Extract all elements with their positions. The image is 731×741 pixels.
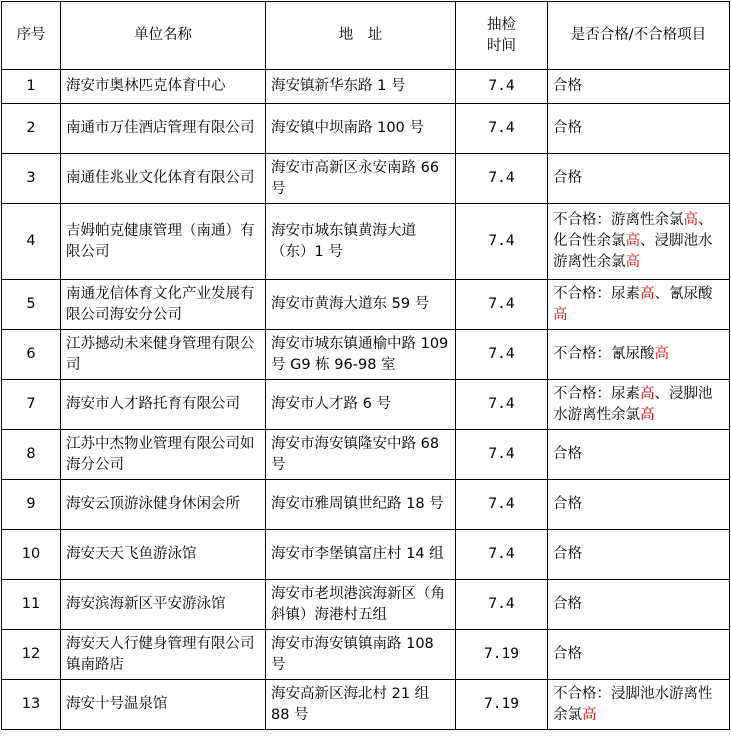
- table-row: [2, 380, 730, 430]
- inspection-result: [548, 70, 730, 104]
- unit-name: 海安市人才路托育有限公司: [61, 380, 266, 430]
- table-row: [2, 154, 730, 204]
- table-row: [2, 430, 730, 480]
- row-number: 6: [2, 330, 61, 380]
- unit-address: 海安市黄海大道东 59 号: [266, 280, 456, 330]
- unit-address: 海安镇新华东路 1 号: [266, 70, 456, 104]
- result-text: 合格: [553, 446, 582, 462]
- result-text: 不合格：尿素: [553, 285, 640, 302]
- high-flag: 高: [640, 285, 655, 302]
- unit-address: 海安市海安镇隆安中路 68 号: [266, 430, 456, 480]
- unit-address: 海安市城东镇通榆中路 109 号 G9 栋 96-98 室: [266, 330, 456, 380]
- row-number: 12: [2, 630, 61, 680]
- row-number: 2: [2, 104, 61, 154]
- inspection-result: [548, 530, 730, 580]
- table-row: [2, 104, 730, 154]
- unit-name: 吉姆帕克健康管理（南通）有限公司: [61, 204, 266, 280]
- inspection-time: 7.4: [456, 70, 548, 104]
- inspection-result: [548, 154, 730, 204]
- row-number: 5: [2, 280, 61, 330]
- unit-address: 海安市城东镇黄海大道（东）1 号: [266, 204, 456, 280]
- unit-name: 江苏中杰物业管理有限公司如海分公司: [61, 430, 266, 480]
- inspection-time: 7.4: [456, 104, 548, 154]
- unit-address: 海安市高新区永安南路 66 号: [266, 154, 456, 204]
- result-text: 、浸脚池水游离性余氯: [553, 385, 713, 423]
- high-flag: 高: [683, 212, 698, 228]
- unit-name: 江苏撼动未来健身管理有限公司: [61, 330, 266, 380]
- result-text: 不合格：尿素: [553, 385, 640, 402]
- header-name: 单位名称: [61, 2, 266, 70]
- result-text: 、浸脚池水游离性余氯: [553, 233, 713, 270]
- row-number: 13: [2, 680, 61, 730]
- row-number: 9: [2, 480, 61, 530]
- inspection-result: [548, 430, 730, 480]
- table-row: [2, 330, 730, 380]
- inspection-time: 7.4: [456, 280, 548, 330]
- unit-address: 海安镇中坝南路 100 号: [266, 104, 456, 154]
- table-row: [2, 530, 730, 580]
- table-row: [2, 680, 730, 730]
- high-flag: 高: [654, 346, 669, 362]
- row-number: 3: [2, 154, 61, 204]
- result-text: 合格: [553, 496, 582, 512]
- table-row: [2, 70, 730, 104]
- result-text: 合格: [553, 78, 582, 94]
- unit-address: 海安市人才路 6 号: [266, 380, 456, 430]
- header-no: 序号: [2, 2, 61, 70]
- table-row: [2, 204, 730, 280]
- unit-name: 南通佳兆业文化体育有限公司: [61, 154, 266, 204]
- high-flag: 高: [640, 406, 655, 423]
- header-result: 是否合格/不合格项目: [548, 2, 730, 70]
- high-flag: 高: [640, 385, 655, 402]
- inspection-result: [548, 480, 730, 530]
- table-row: [2, 580, 730, 630]
- high-flag: 高: [625, 233, 640, 249]
- inspection-time: 7.4: [456, 580, 548, 630]
- unit-name: 海安滨海新区平安游泳馆: [61, 580, 266, 630]
- row-number: 11: [2, 580, 61, 630]
- inspection-time: 7.4: [456, 154, 548, 204]
- high-flag: 高: [582, 706, 597, 723]
- table-row: [2, 480, 730, 530]
- result-text: 合格: [553, 170, 582, 186]
- inspection-result: [548, 580, 730, 630]
- inspection-time: 7.4: [456, 380, 548, 430]
- row-number: 4: [2, 204, 61, 280]
- result-text: 不合格：浸脚池水游离性余氯: [553, 685, 713, 723]
- unit-name: 南通龙信体育文化产业发展有限公司海安分公司: [61, 280, 266, 330]
- unit-address: 海安市李堡镇富庄村 14 组: [266, 530, 456, 580]
- inspection-result: [548, 104, 730, 154]
- inspection-result: [548, 680, 730, 730]
- inspection-time: 7.19: [456, 680, 548, 730]
- table-row: [2, 280, 730, 330]
- high-flag: 高: [625, 254, 640, 270]
- inspection-time: 7.4: [456, 204, 548, 280]
- inspection-time: 7.4: [456, 530, 548, 580]
- unit-name: 海安云顶游泳健身休闲会所: [61, 480, 266, 530]
- inspection-result: [548, 330, 730, 380]
- inspection-time: 7.19: [456, 630, 548, 680]
- unit-name: 南通市万佳酒店管理有限公司: [61, 104, 266, 154]
- unit-name: 海安十号温泉馆: [61, 680, 266, 730]
- inspection-time: 7.4: [456, 330, 548, 380]
- row-number: 10: [2, 530, 61, 580]
- result-text: 合格: [553, 596, 582, 612]
- table-body: [2, 70, 730, 730]
- result-text: 合格: [553, 120, 582, 136]
- row-number: 7: [2, 380, 61, 430]
- inspection-result: [548, 380, 730, 430]
- inspection-result: [548, 630, 730, 680]
- high-flag: 高: [553, 306, 568, 323]
- unit-name: 海安天人行健身管理有限公司镇南路店: [61, 630, 266, 680]
- result-text: 不合格：游离性余氯: [553, 212, 684, 228]
- unit-address: 海安市雅周镇世纪路 18 号: [266, 480, 456, 530]
- inspection-result: [548, 280, 730, 330]
- row-number: 1: [2, 70, 61, 104]
- result-text: 合格: [553, 546, 582, 562]
- unit-address: 海安市海安镇镇南路 108 号: [266, 630, 456, 680]
- header-row: [2, 2, 730, 70]
- result-text: 合格: [553, 646, 582, 662]
- inspection-table: [1, 1, 730, 730]
- result-text: 不合格：氰尿酸: [553, 346, 655, 362]
- table-row: [2, 630, 730, 680]
- inspection-time: 7.4: [456, 430, 548, 480]
- unit-address: 海安高新区海北村 21 组 88 号: [266, 680, 456, 730]
- inspection-time: 7.4: [456, 480, 548, 530]
- unit-address: 海安市老坝港滨海新区（角斜镇）海港村五组: [266, 580, 456, 630]
- header-address: 地 址: [266, 2, 456, 70]
- row-number: 8: [2, 430, 61, 480]
- header-time: 抽检 时间: [456, 2, 548, 70]
- unit-name: 海安市奥林匹克体育中心: [61, 70, 266, 104]
- result-text: 、氰尿酸: [654, 285, 713, 302]
- inspection-result: [548, 204, 730, 280]
- unit-name: 海安天天飞鱼游泳馆: [61, 530, 266, 580]
- result-text: 、化合性余氯: [553, 212, 713, 249]
